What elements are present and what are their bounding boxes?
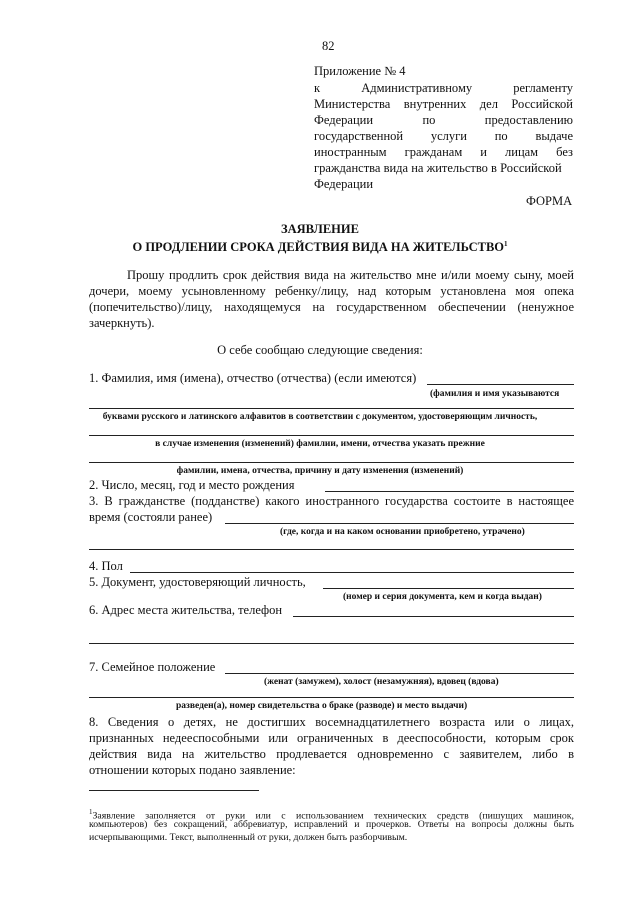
field-1-input-line-4[interactable]: [89, 462, 574, 463]
appendix-word: иностранным: [314, 145, 387, 159]
footnote-separator: [89, 790, 259, 791]
appendix-word: Административному: [361, 81, 473, 95]
field-2-input-line[interactable]: [325, 491, 574, 492]
field-1-input-line[interactable]: [427, 384, 574, 385]
appendix-word: гражданам: [404, 145, 463, 159]
appendix-line-8: Федерации: [314, 177, 374, 191]
field-8-line-4: отношении которых подано заявление:: [89, 763, 296, 777]
intro-line-2: дочери, моему усыновленному ребенку/лицу, над которым установлена моя опека: [89, 284, 574, 298]
appendix-line-1: Приложение № 4: [314, 64, 406, 78]
field-4-label: 4. Пол: [89, 559, 123, 573]
document-title: ЗАЯВЛЕНИЕ: [281, 222, 359, 236]
field-3-hint: (где, когда и на каком основании приобретено, утрачено): [280, 527, 525, 537]
intro-line-1: Прошу продлить срок действия вида на жительство мне и/или моему сыну, моей: [127, 268, 574, 282]
field-7-input-line[interactable]: [225, 673, 574, 674]
appendix-word: Российской: [511, 97, 573, 111]
field-5-label: 5. Документ, удостоверяющий личность,: [89, 575, 306, 589]
intro-line-3: (попечительство)/лицу, находящемуся на государственном обеспечении (ненужное: [89, 300, 574, 314]
footnote-line-2: компьютеров) без сокращений, аббревиатур, исправлений и прочерков. Ответы на вопросы должны быть: [89, 819, 574, 830]
appendix-word: Министерства: [314, 97, 391, 111]
field-8-line-1: 8. Сведения о детях, не достигших восемнадцатилетнего возраста или о лицах,: [89, 715, 574, 729]
field-3-label-line-1: 3. В гражданстве (подданстве) какого иностранного государства состоите в настоящее: [89, 494, 574, 508]
field-1-hint-a: (фамилия и имя указываются: [430, 389, 560, 399]
footnote-line-3: исчерпывающими. Текст, выполненный от руки, должен быть разборчивым.: [89, 832, 408, 843]
appendix-word: лицам: [505, 145, 539, 159]
appendix-word: внутренних: [403, 97, 467, 111]
appendix-word: дел: [479, 97, 498, 111]
field-1-hint-d: фамилии, имена, отчества, причину и дату изменения (изменений): [176, 466, 464, 476]
footnote-text: Заявление заполняется от руки или с использованием технических средств (пишущих машинок,: [92, 810, 574, 822]
forma-label: ФОРМА: [526, 194, 573, 208]
field-3-label-line-2: время (состояли ранее): [89, 510, 213, 524]
intro-line-4: зачеркнуть).: [89, 316, 155, 330]
field-1-label: 1. Фамилия, имя (имена), отчество (отчества) (если имеются): [89, 371, 417, 385]
field-7-label: 7. Семейное положение: [89, 660, 216, 674]
appendix-word: услуги: [430, 129, 467, 143]
appendix-word: к: [314, 81, 321, 95]
field-4-input-line[interactable]: [130, 572, 574, 573]
field-7-hint-b: разведен(а), номер свидетельства о браке (разводе) и место выдачи): [176, 701, 468, 711]
field-1-hint-c: в случае изменения (изменений) фамилии, имени, отчества указать прежние: [155, 439, 485, 449]
field-2-label: 2. Число, месяц, год и место рождения: [89, 478, 295, 492]
appendix-line-7: гражданства вида на жительство в Российской: [314, 161, 562, 175]
field-6-input-line[interactable]: [293, 616, 574, 617]
appendix-word: по: [494, 129, 508, 143]
appendix-line-6: [314, 144, 573, 160]
appendix-line-3: [314, 96, 573, 112]
field-7-input-line-2[interactable]: [89, 697, 574, 698]
appendix-line-5: [314, 128, 573, 144]
about-heading: О себе сообщаю следующие сведения:: [217, 343, 423, 357]
field-1-hint-b: буквами русского и латинского алфавитов в соответствии с документом, удостоверяющим личность,: [102, 412, 538, 422]
field-8-line-3: действия вида на жительство продлевается одновременно с заявителем, либо в: [89, 747, 574, 761]
field-6-input-line-2[interactable]: [89, 643, 574, 644]
field-6-label: 6. Адрес места жительства, телефон: [89, 603, 283, 617]
field-5-hint: (номер и серия документа, кем и когда выдан): [343, 592, 542, 602]
appendix-word: выдаче: [535, 129, 573, 143]
appendix-line-4: [314, 112, 573, 128]
appendix-word: государственной: [314, 129, 404, 143]
page-number: 82: [322, 39, 335, 53]
appendix-word: и: [480, 145, 487, 159]
appendix-word: без: [556, 145, 573, 159]
subtitle-text: О ПРОДЛЕНИИ СРОКА ДЕЙСТВИЯ ВИДА НА ЖИТЕЛЬСТВО: [132, 240, 504, 255]
field-3-input-line[interactable]: [225, 523, 574, 524]
appendix-word: предоставлению: [484, 113, 573, 127]
field-5-input-line[interactable]: [323, 588, 574, 589]
appendix-word: по: [422, 113, 436, 127]
appendix-word: регламенту: [513, 81, 573, 95]
footnote-mark: 1: [89, 808, 93, 816]
field-7-hint: (женат (замужем), холост (незамужняя), вдовец (вдова): [264, 677, 499, 687]
field-1-input-line-2[interactable]: [89, 408, 574, 409]
appendix-line-2: [314, 80, 573, 96]
field-8-line-2: признанных недееспособными или ограниченных в дееспособности, которым срок: [89, 731, 574, 745]
field-3-input-line-2[interactable]: [89, 549, 574, 550]
appendix-word: Федерации: [314, 113, 374, 127]
document-subtitle: [0, 236, 640, 255]
field-1-input-line-3[interactable]: [89, 435, 574, 436]
footnote-marker: 1: [504, 240, 508, 248]
